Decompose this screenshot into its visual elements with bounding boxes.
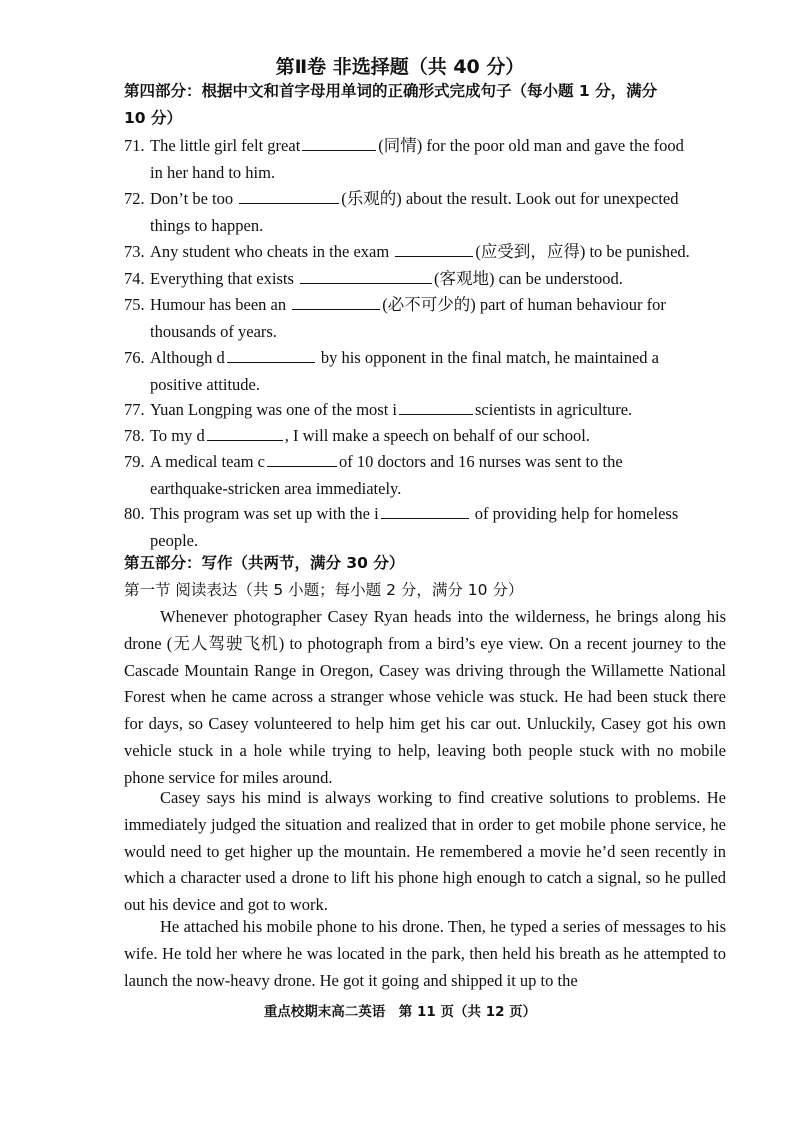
question-80: [124, 500, 730, 554]
question-text: This program was set up with the i: [150, 504, 379, 523]
question-73: [124, 238, 730, 265]
question-78: [124, 422, 730, 449]
question-text: Any student who cheats in the exam: [150, 242, 394, 261]
question-text: Everything that exists: [150, 269, 299, 288]
question-number: 79.: [124, 452, 145, 471]
question-hint: scientists in agriculture.: [475, 400, 633, 419]
part5-heading: 第五部分：写作（共两节，满分 30 分）: [124, 554, 405, 572]
question-number: 80.: [124, 504, 145, 523]
question-number: 77.: [124, 400, 145, 419]
question-continuation: things to happen.: [150, 216, 264, 235]
answer-blank[interactable]: [300, 268, 432, 284]
question-76: [124, 344, 730, 398]
question-text: Humour has been an: [150, 295, 291, 314]
answer-blank[interactable]: [267, 451, 337, 467]
question-hint: (必不可少的) part of human behaviour for: [382, 295, 666, 314]
answer-blank[interactable]: [207, 425, 283, 441]
question-77: [124, 396, 730, 423]
question-number: 71.: [124, 136, 145, 155]
question-text: A medical team c: [150, 452, 265, 471]
answer-blank[interactable]: [395, 241, 473, 257]
part4-heading-line2: 10 分）: [124, 109, 182, 127]
question-hint: (同情) for the poor old man and gave the food: [378, 136, 684, 155]
question-hint: , I will make a speech on behalf of our school.: [284, 426, 590, 445]
question-72: [124, 185, 730, 239]
question-number: 76.: [124, 348, 145, 367]
question-text: Yuan Longping was one of the most i: [150, 400, 398, 419]
passage-paragraph-2: Casey says his mind is always working to find creative solutions to problems. He immediately judged the situation and realized that in order to get mobile phone service, he would need to get higher up the mountain. He remembered a movie he’d seen recently in which a character used a drone to lift his phone high enough to catch a signal, so he pulled out his device and got to work.: [124, 788, 726, 915]
question-hint: (客观地) can be understood.: [434, 269, 623, 288]
page-footer: 重点校期末高二英语 第 11 页（共 12 页）: [263, 1004, 537, 1020]
question-text: Although d: [150, 348, 225, 367]
passage-paragraph-1: Whenever photographer Casey Ryan heads into the wilderness, he brings along his drone (无人驾驶飞机) to photograph from a bird’s eye view. On a recent journey to the Cascade Mountain Range in Oregon, Casey was driving through the Willamette National Forest when he came across a stranger whose vehicle was stuck. He had been stuck there for days, so Casey volunteered to help him get his car out. Unluckily, Casey got his own vehicle stuck in a hole while trying to help, leaving both people stuck with no mobile phone service for miles around.: [124, 607, 726, 787]
question-number: 75.: [124, 295, 145, 314]
question-continuation: earthquake-stricken area immediately.: [150, 479, 402, 498]
section-title: 第Ⅱ卷 非选择题（共 40 分）: [275, 56, 525, 78]
question-number: 74.: [124, 269, 145, 288]
part4-heading: [124, 78, 744, 132]
question-number: 72.: [124, 189, 145, 208]
answer-blank[interactable]: [227, 347, 315, 363]
question-text: The little girl felt great: [150, 136, 301, 155]
question-continuation: people.: [150, 531, 199, 550]
question-hint: (乐观的) about the result. Look out for unexpected: [341, 189, 679, 208]
part5-sub-heading: 第一节 阅读表达（共 5 小题；每小题 2 分，满分 10 分）: [124, 581, 524, 599]
question-hint: of providing help for homeless: [470, 504, 679, 523]
question-number: 78.: [124, 426, 145, 445]
question-text: Don’t be too: [150, 189, 238, 208]
question-continuation: in her hand to him.: [150, 163, 276, 182]
part4-heading-line1: 第四部分：根据中文和首字母用单词的正确形式完成句子（每小题 1 分，满分: [124, 82, 658, 100]
question-75: [124, 291, 730, 345]
passage-paragraph-3: He attached his mobile phone to his drone. Then, he typed a series of messages to his wife. He told her where he was located in the park, then held his breath as he attempted to launch the now-heavy drone. He got it going and shipped it up to the: [124, 917, 726, 990]
question-continuation: thousands of years.: [150, 322, 277, 341]
answer-blank[interactable]: [239, 188, 339, 204]
question-text: To my d: [150, 426, 205, 445]
question-number: 73.: [124, 242, 145, 261]
question-hint: by his opponent in the final match, he maintained a: [316, 348, 660, 367]
answer-blank[interactable]: [381, 503, 469, 519]
question-79: [124, 448, 730, 502]
answer-blank[interactable]: [302, 135, 376, 151]
question-hint: (应受到，应得) to be punished.: [475, 242, 690, 261]
question-continuation: positive attitude.: [150, 375, 260, 394]
question-71: [124, 132, 730, 186]
question-hint: of 10 doctors and 16 nurses was sent to the: [339, 452, 623, 471]
answer-blank[interactable]: [399, 399, 473, 415]
answer-blank[interactable]: [292, 294, 380, 310]
question-74: [124, 265, 730, 292]
